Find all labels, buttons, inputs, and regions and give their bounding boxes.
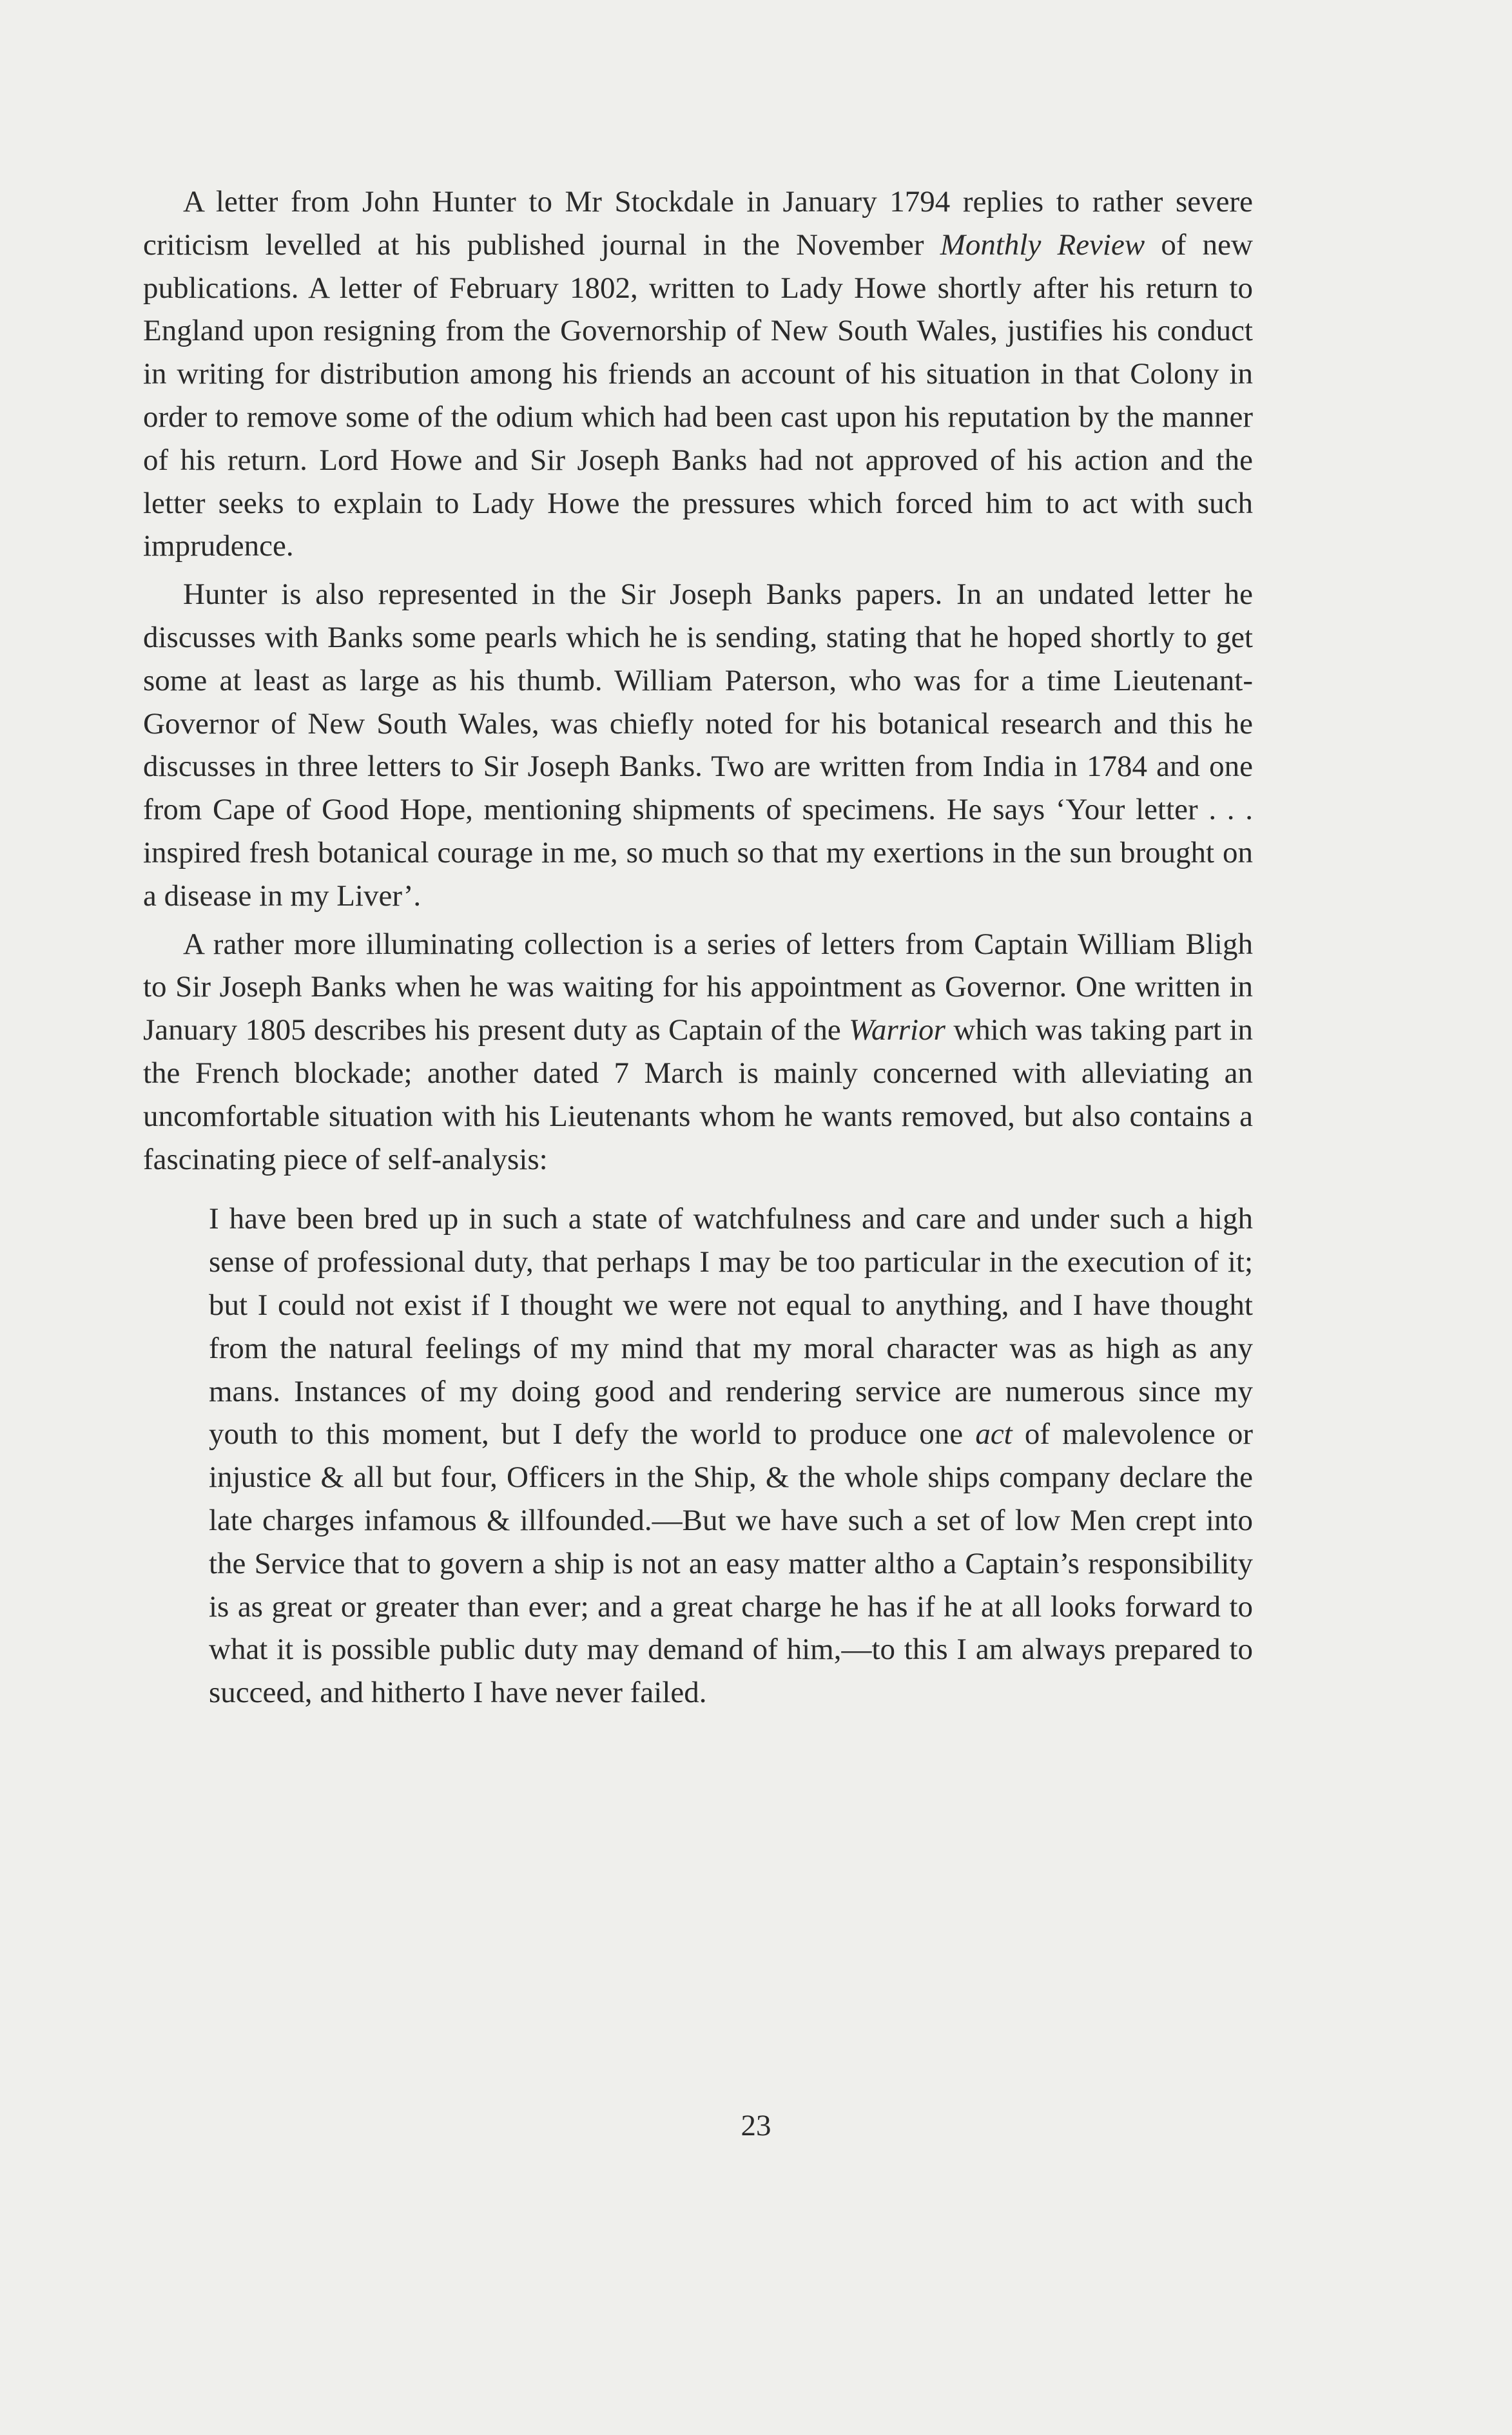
text-run: of malevolence or injustice & all but four, Officers in the Ship, & the whole ships company declare the late charges infamous & illfounded.—But we have such a set of low Men crept into the Service that to govern a ship is not an easy matter altho a Captain’s responsibility is as great or greater than ever; and a great charge he has if he at all looks forward to what it is possible public duty may demand of him,—to this I am always prepared to succeed, and hitherto I have never failed. bbox=[209, 1417, 1253, 1710]
text-run: of new publications. A letter of February 1802, written to Lady Howe shortly after his return to England upon resigning from the Governorship of New South Wales, justifies his conduct in writing for distribution among his friends an account of his situation in that Colony in order to remove some of the odium which had been cast upon his reputation by the manner of his return. Lord Howe and Sir Joseph Banks had not approved of his action and the letter seeks to explain to Lady Howe the pressures which forced him to act with such imprudence. bbox=[143, 228, 1253, 563]
body-text bbox=[143, 180, 1253, 1714]
text-run: Hunter is also represented in the Sir Joseph Banks papers. In an undated letter he discusses with Banks some pearls which he is sending, stating that he hoped shortly to get some at least as large as his thumb. William Paterson, who was for a time Lieutenant-Governor of New South Wales, was chiefly noted for his botanical research and this he discusses in three letters to Sir Joseph Banks. Two are written from India in 1784 and one from Cape of Good Hope, mentioning shipments of specimens. He says ‘Your letter . . . inspired fresh botanical courage in me, so much so that my exertions in the sun brought on a disease in my Liver’. bbox=[143, 577, 1253, 913]
paragraph-hunter-stockdale bbox=[143, 180, 1253, 568]
italic-word-act: act bbox=[975, 1417, 1013, 1451]
italic-title-monthly-review: Monthly Review bbox=[940, 228, 1145, 262]
paragraph-banks-papers bbox=[143, 573, 1253, 917]
text-run: I have been bred up in such a state of watchfulness and care and under such a high sense of professional duty, that perhaps I may be too particular in the execution of it; but I could not exist if I thought we were not equal to anything, and I have thought from the natural feelings of my mind that my moral character was as high as any mans. Instances of my doing good and rendering service are numerous since my youth to this moment, but I defy the world to produce one bbox=[209, 1202, 1253, 1451]
text-run: which was taking part in the French blockade; another dated 7 March is mainly concerned with alleviating an uncomfortable situation with his Lieutenants whom he wants removed, but also contains a fascinating piece of self-analysis: bbox=[143, 1013, 1254, 1176]
block-quote-bligh bbox=[209, 1198, 1253, 1714]
text-run: A letter from John Hunter to Mr Stockdale in January 1794 replies to rather severe criticism levelled at his published journal in the November bbox=[143, 185, 1253, 262]
page-number: 23 bbox=[741, 2109, 771, 2142]
paragraph-bligh-letters bbox=[143, 923, 1253, 1181]
italic-ship-name-warrior: Warrior bbox=[849, 1013, 945, 1047]
text-run: A rather more illuminating collection is a series of letters from Captain William Bligh to Sir Joseph Banks when he was waiting for his appointment as Governor. One written in January 1805 describes his present duty as Captain of the bbox=[143, 927, 1253, 1047]
